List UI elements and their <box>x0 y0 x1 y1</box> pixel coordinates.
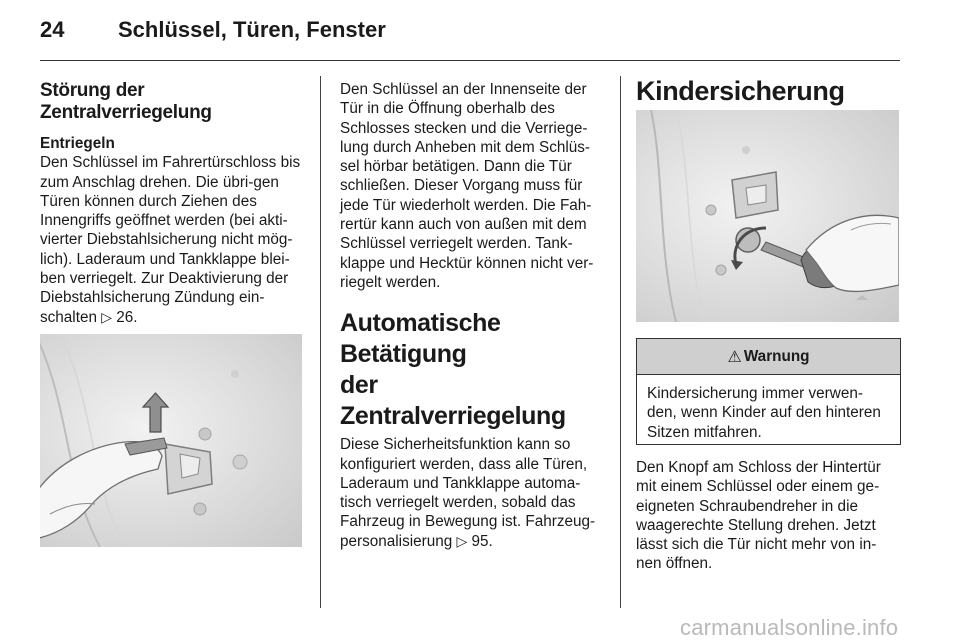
paragraph-unlock <box>40 153 308 327</box>
warning-header <box>637 339 900 375</box>
page-title: Schlüssel, Türen, Fenster <box>118 17 386 42</box>
xref-page-95[interactable]: 95. <box>471 532 493 550</box>
xref-triangle-icon[interactable]: ▷ <box>456 532 468 549</box>
xref-page-26[interactable]: 26. <box>116 308 138 326</box>
column-3-body <box>636 458 901 574</box>
warning-title: Warnung <box>743 347 810 365</box>
paragraph-child-lock: Den Knopf am Schloss der Hintertür mit einem Schlüssel oder einem ge-eigneten Schraubendreher in die waagerechte Stellung drehen. Jetzt lässt sich die Tür nicht mehr von in-nen öffnen. <box>636 459 881 573</box>
section-heading-fault: Störung der Zentralverriegelung <box>40 80 212 123</box>
illustration-child-lock <box>636 110 899 322</box>
auto-text: Diese Sicherheitsfunktion kann so konfiguriert werden, dass alle Türen, Laderaum und Tankklappe automa-tisch verriegelt werden, sobald das Fahrzeug in Bewegung ist. Fahrzeug-personalisierung <box>340 436 596 550</box>
section-heading-child-lock: Kindersicherung <box>636 76 845 106</box>
watermark-text: carmanualsonline.info <box>680 615 899 640</box>
illustration-door-lock-key <box>40 334 302 547</box>
unlock-text: Den Schlüssel im Fahrertürschloss bis zum Anschlag drehen. Die übri-gen Türen können durch Ziehen des Innengriffs geöffnet werden (bei akti-vierter Diebstahlsicherung nicht mög-lich). Laderaum und Tankklappe blei-ben verriegelt. Zur Deaktivierung der Diebstahlsicherung Zündung ein-schalten <box>40 154 301 326</box>
subheading-unlock: Entriegeln <box>40 135 115 152</box>
section-heading-auto-line-1: Automatische Betätigung <box>340 309 501 369</box>
column-3 <box>636 76 901 106</box>
page-number: 24 <box>40 17 65 42</box>
column-divider-2 <box>620 76 621 608</box>
column-2 <box>340 80 608 551</box>
warning-box <box>636 338 901 445</box>
column-1 <box>40 80 308 362</box>
column-divider-1 <box>320 76 321 608</box>
xref-triangle-icon[interactable]: ▷ <box>101 308 113 325</box>
warning-text: Kindersicherung immer verwen-den, wenn Kinder auf den hinteren Sitzen mitfahren. <box>647 385 881 441</box>
paragraph-auto <box>340 435 608 551</box>
paragraph-lock: Den Schlüssel an der Innenseite der Tür in die Öffnung oberhalb des Schlosses stecken und die Verriege-lung durch Anheben mit dem Schlüs-sel hörbar betätigen. Dann die Tür schließen. Dieser Vorgang muss für jede Tür wiederholt werden. Die Fah-rertür kann auch von außen mit dem Schlüssel verriegelt werden. Tank-klappe und Hecktür können nicht ver-riegelt werden. <box>340 81 594 291</box>
warning-triangle-icon: ⚠ <box>727 348 742 366</box>
section-heading-auto-line-2: der Zentralverriegelung <box>340 371 566 431</box>
header-rule <box>40 60 900 61</box>
